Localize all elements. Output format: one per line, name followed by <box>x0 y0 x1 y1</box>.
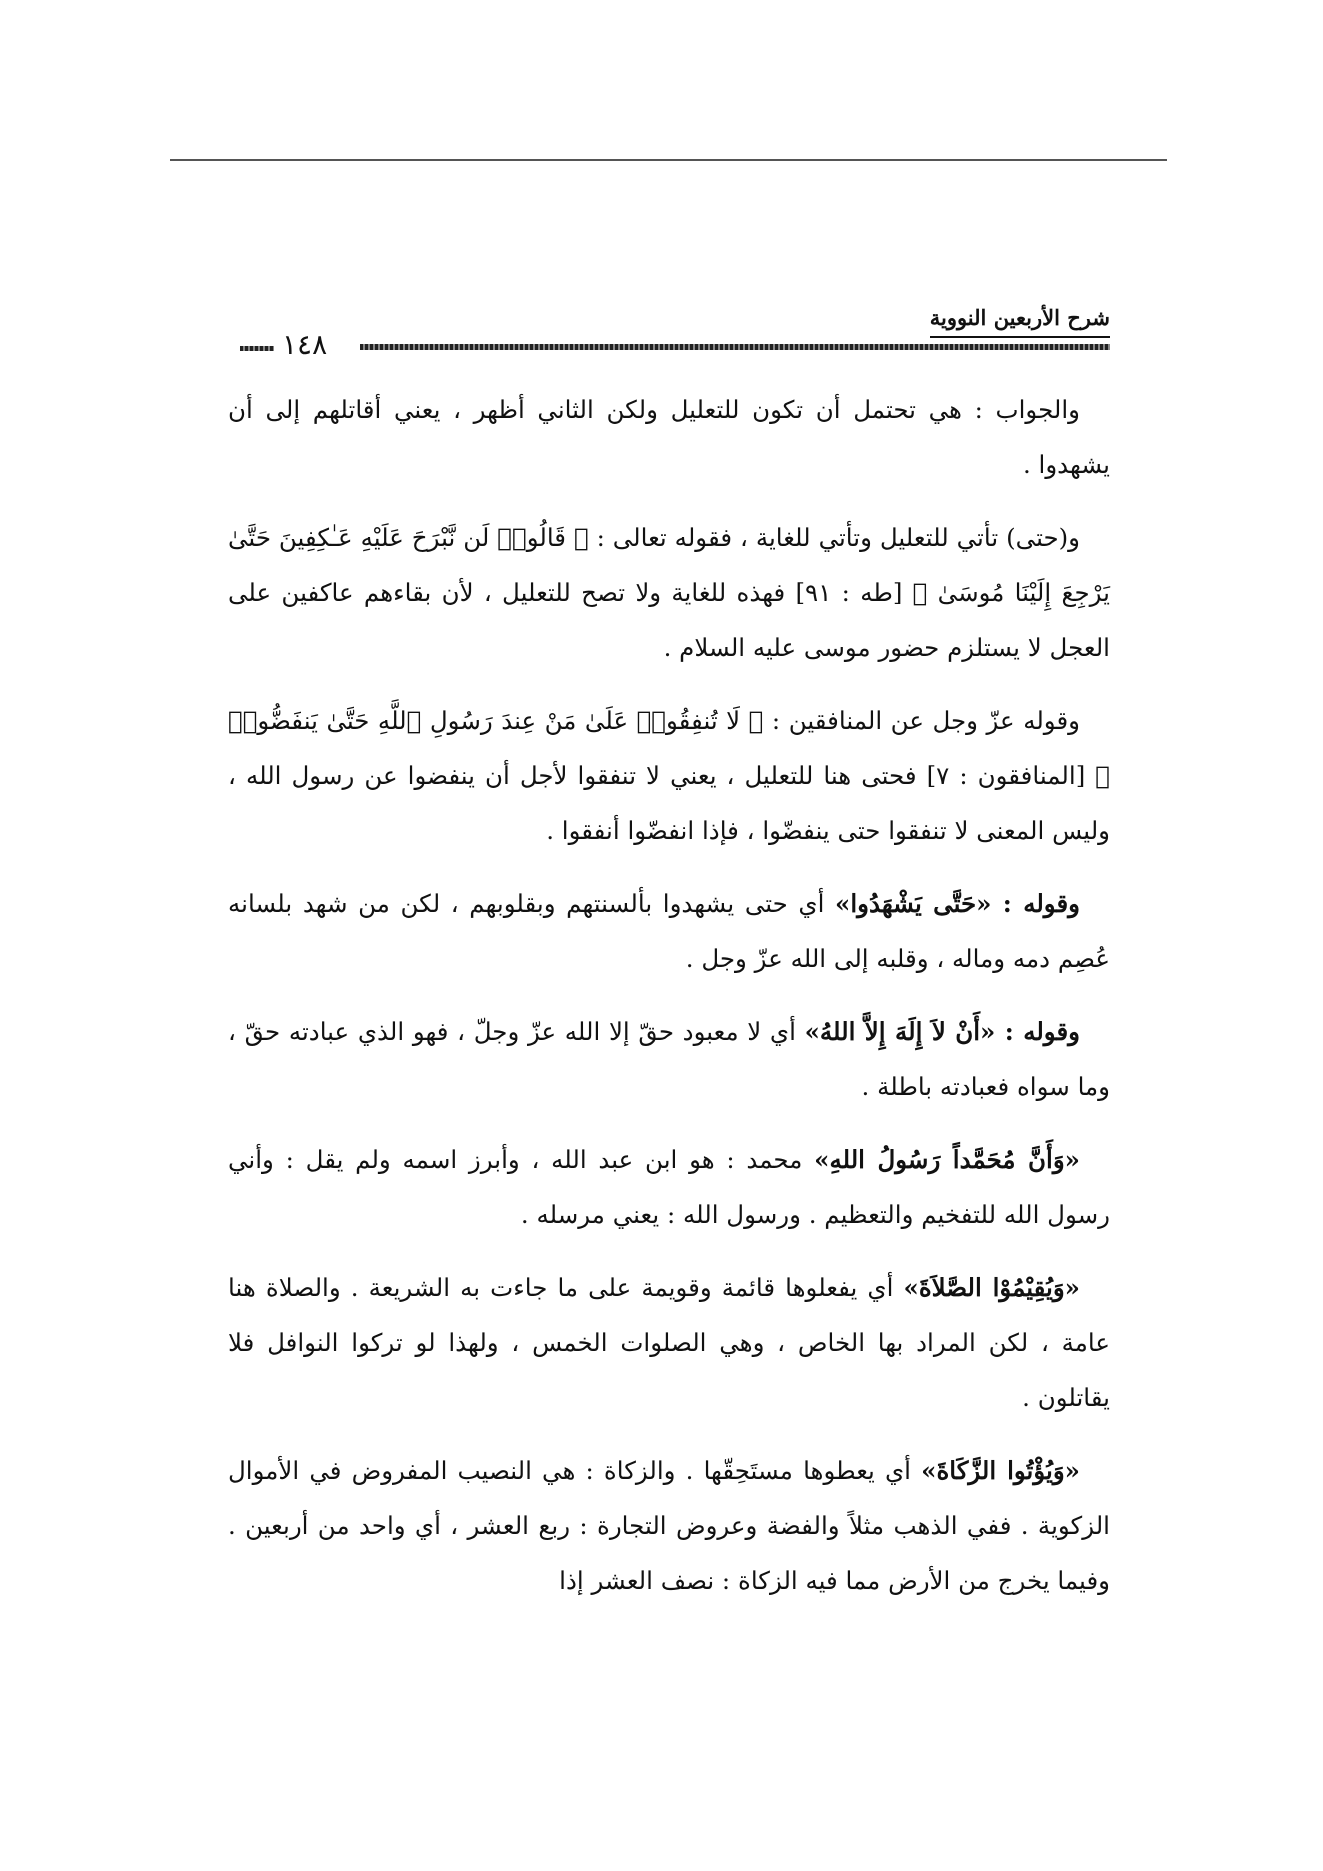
paragraph-6 <box>228 1132 1110 1242</box>
paragraph-7 <box>228 1260 1110 1425</box>
paragraph-8 <box>228 1443 1110 1608</box>
header-rule <box>360 344 1110 350</box>
paragraph-text: محمد : هو ابن عبد الله ، وأبرز اسمه ولم يقل : وأني رسول الله للتفخيم والتعظيم . ورسول الله : يعني مرسله . <box>228 1145 1110 1229</box>
paragraph-text: و(حتى) تأتي للتعليل وتأتي للغاية ، فقوله تعالى : ﴿ قَالُوا۟ لَن نَّبْرَحَ عَلَيْهِ عَـٰكِفِينَ حَتَّىٰ يَرْجِعَ إِلَيْنَا مُوسَىٰ ﴾ [طه : ٩١] فهذه للغاية ولا تصح للتعليل ، لأن بقاءهم عاكفين على العجل لا يستلزم حضور موسى عليه السلام . <box>228 523 1110 662</box>
paragraph-text: أي لا معبود حقّ إلا الله عزّ وجلّ ، فهو الذي عبادته حقّ ، وما سواه فعبادته باطلة . <box>228 1017 1110 1101</box>
paragraph-lead: «وَأَنَّ مُحَمَّداً رَسُولُ اللهِ» <box>814 1145 1080 1174</box>
running-header <box>240 302 1110 361</box>
paragraph-text: وقوله عزّ وجل عن المنافقين : ﴿ لَا تُنفِقُوا۟ عَلَىٰ مَنْ عِندَ رَسُولِ ٱللَّهِ حَتَّىٰ يَنفَضُّوا۟ ﴾ [المنافقون : ٧] فحتى هنا للتعليل ، يعني لا تنفقوا لأجل أن ينفضوا عن رسول الله ، وليس المعنى لا تنفقوا حتى ينفضّوا ، فإذا انفضّوا أنفقوا . <box>228 706 1110 845</box>
page-number-ornament <box>240 346 274 351</box>
paragraph-5 <box>228 1004 1110 1114</box>
paragraph-2 <box>228 510 1110 675</box>
paragraph-text: أي يفعلوها قائمة وقويمة على ما جاءت به الشريعة . والصلاة هنا عامة ، لكن المراد بها الخاص ، وهي الصلوات الخمس ، ولهذا لو تركوا النوافل فلا يقاتلون . <box>228 1273 1110 1412</box>
paragraph-1 <box>228 382 1110 492</box>
paragraph-lead: «وَيُؤْتُوا الزَّكَاةَ» <box>921 1456 1080 1485</box>
paragraph-lead: وقوله : «حَتَّى يَشْهَدُوا» <box>835 889 1081 918</box>
page-number: ١٤٨ <box>282 328 328 361</box>
paragraph-text: أي يعطوها مستَحِقّها . والزكاة : هي النصيب المفروض في الأموال الزكوية . ففي الذهب مثلاً والفضة وعروض التجارة : ربع العشر ، أي واحد من أربعين . وفيما يخرج من الأرض مما فيه الزكاة : نصف العشر إذا <box>228 1456 1110 1595</box>
paragraph-4 <box>228 876 1110 986</box>
paragraph-3 <box>228 693 1110 858</box>
paragraph-text: أي حتى يشهدوا بألسنتهم وبقلوبهم ، لكن من شهد بلسانه عُصِم دمه وماله ، وقلبه إلى الله عزّ وجل . <box>228 889 1110 973</box>
top-rule <box>170 159 1167 161</box>
header-title: شرح الأربعين النووية <box>930 302 1110 338</box>
paragraph-lead: وقوله : «أَنْ لاَ إِلَهَ إِلاَّ اللهُ» <box>804 1017 1081 1046</box>
paragraph-text: والجواب : هي تحتمل أن تكون للتعليل ولكن الثاني أظهر ، يعني أقاتلهم إلى أن يشهدوا . <box>228 395 1110 479</box>
paragraph-lead: «وَيُقِيْمُوْا الصَّلاَةَ» <box>903 1273 1080 1302</box>
page-body <box>228 382 1110 1626</box>
